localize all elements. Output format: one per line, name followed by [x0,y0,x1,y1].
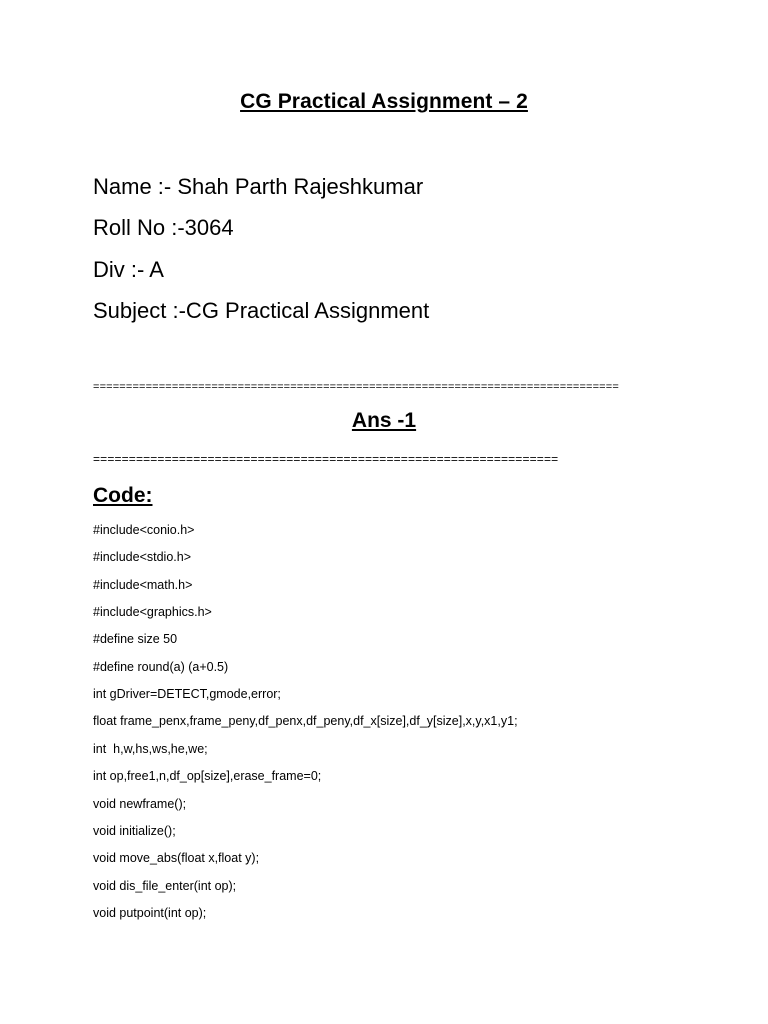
code-line: float frame_penx,frame_peny,df_penx,df_peny,df_x[size],df_y[size],x,y,x1,y1; [93,714,518,728]
code-line: int gDriver=DETECT,gmode,error; [93,687,281,701]
subject: Subject :-CG Practical Assignment [93,298,430,323]
document-title: CG Practical Assignment – 2 [240,90,528,113]
code-line: #include<graphics.h> [93,605,212,619]
answer-heading: Ans -1 [351,409,417,432]
code-line: void putpoint(int op); [93,906,207,920]
code-line: #include<conio.h> [93,523,195,537]
roll-number: Roll No :-3064 [93,215,234,240]
code-line: #define round(a) (a+0.5) [93,660,229,674]
division: Div :- A [93,257,164,282]
code-line: #define size 50 [93,632,178,646]
code-heading: Code: [93,484,153,507]
code-line: #include<stdio.h> [93,550,191,564]
code-line: #include<math.h> [93,578,193,592]
code-line: void move_abs(float x,float y); [93,851,260,865]
code-line: void initialize(); [93,824,176,838]
code-line: int op,free1,n,df_op[size],erase_frame=0; [93,769,322,783]
student-name: Name :- Shah Parth Rajeshkumar [93,174,424,199]
separator-line-bottom: ================================================================= [93,453,559,465]
code-line: int h,w,hs,ws,he,we; [93,742,208,756]
separator-line-top: ================================================================================ [93,381,619,393]
code-line: void newframe(); [93,797,187,811]
code-line: void dis_file_enter(int op); [93,879,237,893]
